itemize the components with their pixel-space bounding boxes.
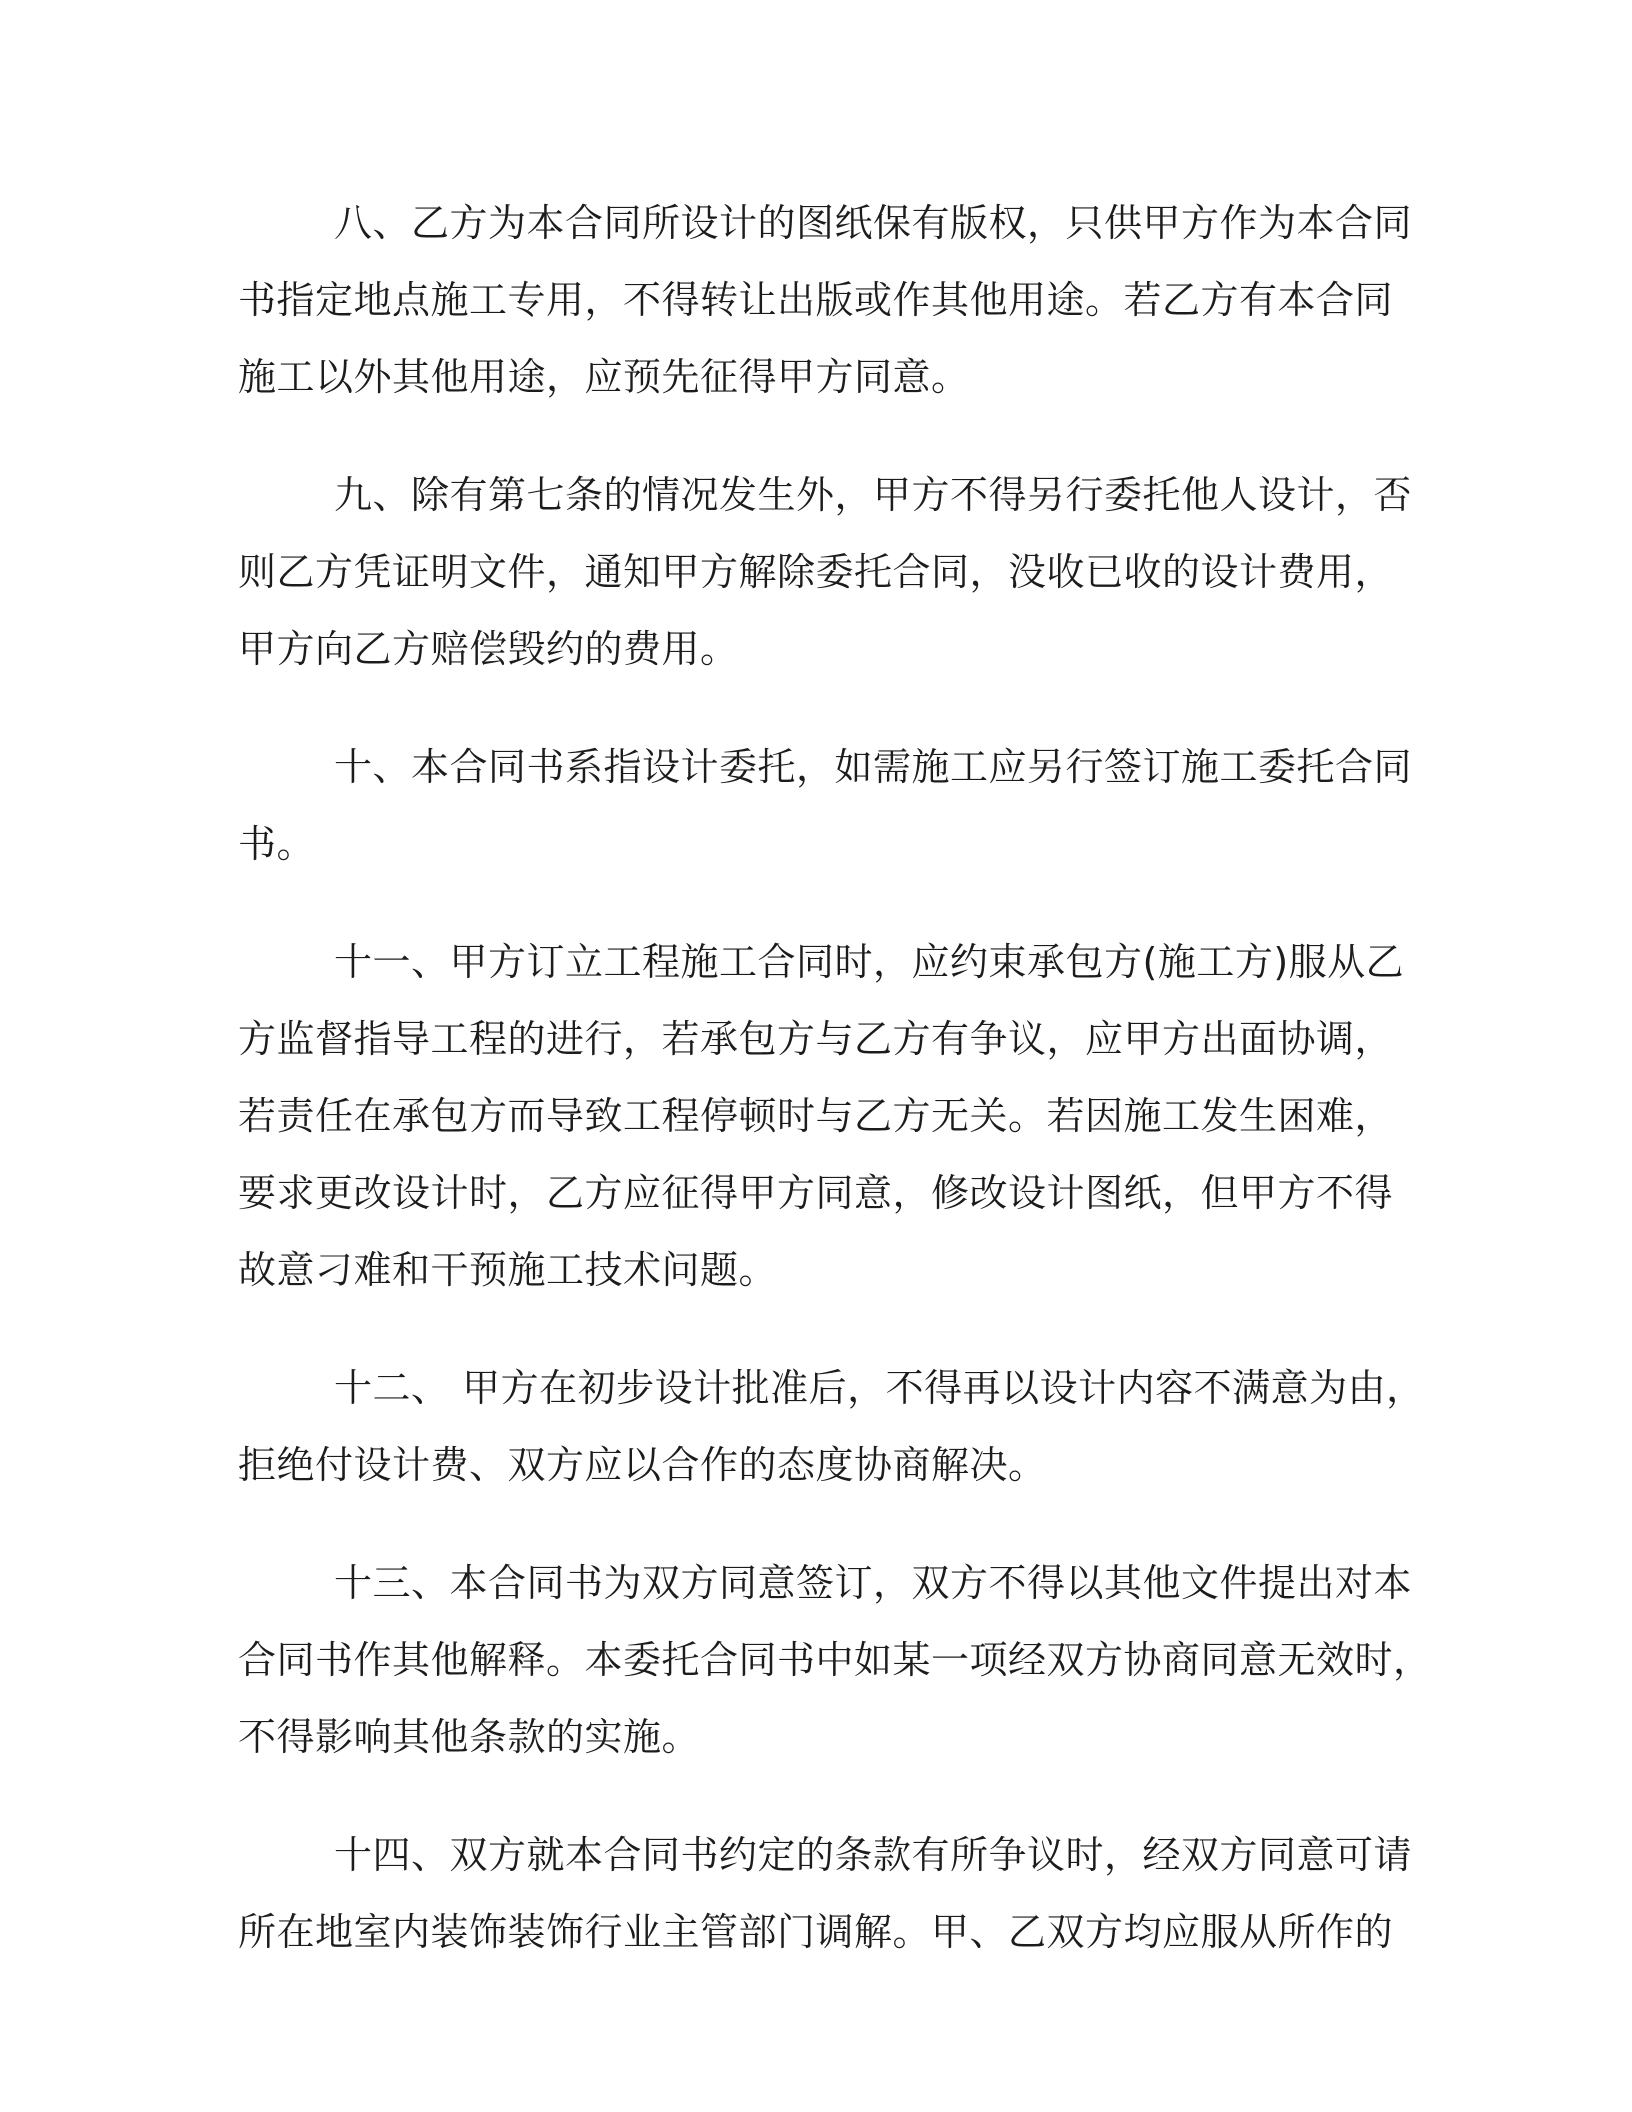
- clause-10: [238, 729, 1413, 883]
- clause-line: 方监督指导工程的进行，若承包方与乙方有争议，应甲方出面协调，: [238, 1017, 1394, 1061]
- clause-line: 若责任在承包方而导致工程停顿时与乙方无关。若因施工发生困难，: [238, 1094, 1394, 1138]
- clause-line: 故意刁难和干预施工技术问题。: [238, 1248, 778, 1292]
- clause-line: 则乙方凭证明文件，通知甲方解除委托合同，没收已收的设计费用，: [238, 550, 1394, 594]
- clause-12: [238, 1350, 1425, 1504]
- clause-line: 十一、甲方订立工程施工合同时，应约束承包方(施工方)服从乙: [334, 940, 1405, 984]
- clause-line: 十三、本合同书为双方同意签订，双方不得以其他文件提出对本: [334, 1561, 1413, 1605]
- clause-line: 拒绝付设计费、双方应以合作的态度协商解决。: [238, 1443, 1047, 1487]
- document-body: [238, 185, 1432, 2012]
- clause-line: 书指定地点施工专用，不得转让出版或作其他用途。若乙方有本合同: [238, 278, 1394, 322]
- clause-line: 施工以外其他用途，应预先征得甲方同意。: [238, 355, 970, 399]
- clause-line: 甲方向乙方赔偿毁约的费用。: [238, 627, 739, 671]
- clause-11: [238, 924, 1405, 1309]
- clause-line: 八、乙方为本合同所设计的图纸保有版权，只供甲方作为本合同: [334, 201, 1413, 245]
- clause-line: 十四、双方就本合同书约定的条款有所争议时，经双方同意可请: [334, 1833, 1413, 1877]
- clause-14: [238, 1817, 1413, 1971]
- clause-8: [238, 185, 1413, 416]
- clause-line: 十二、 甲方在初步设计批准后，不得再以设计内容不满意为由，: [334, 1366, 1425, 1410]
- clause-line: 不得影响其他条款的实施。: [238, 1715, 701, 1759]
- clause-line: 书。: [238, 822, 316, 866]
- clause-line: 要求更改设计时，乙方应征得甲方同意，修改设计图纸，但甲方不得: [238, 1171, 1394, 1215]
- clause-line: 九、除有第七条的情况发生外，甲方不得另行委托他人设计，否: [334, 473, 1413, 517]
- clause-line: 所在地室内装饰装饰行业主管部门调解。甲、乙双方均应服从所作的: [238, 1910, 1394, 1954]
- clause-13: [238, 1545, 1432, 1776]
- clause-line: 合同书作其他解释。本委托合同书中如某一项经双方协商同意无效时，: [238, 1638, 1432, 1682]
- clause-line: 十、本合同书系指设计委托，如需施工应另行签订施工委托合同: [334, 745, 1413, 789]
- clause-9: [238, 457, 1413, 688]
